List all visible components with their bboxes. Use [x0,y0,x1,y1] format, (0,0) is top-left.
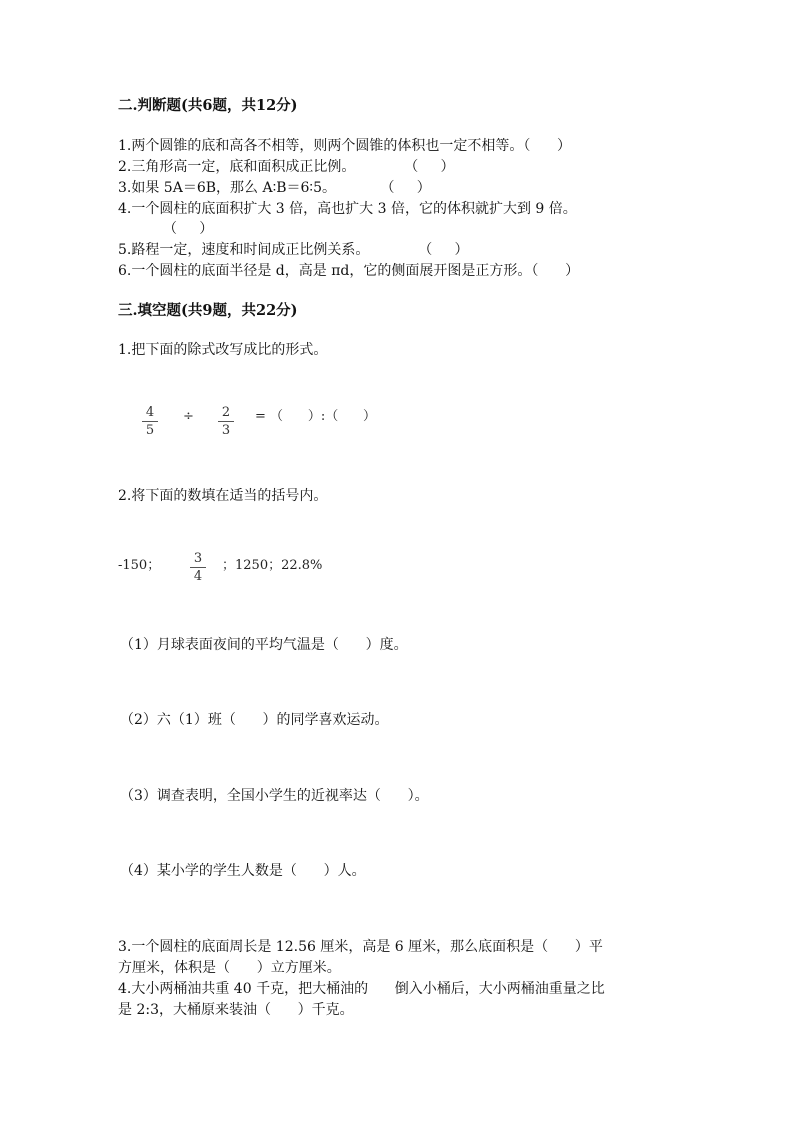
judgment-question-2: 2.三角形高一定，底和面积成正比例。 （ ） [118,159,455,175]
fraction-denominator: 3 [221,423,231,438]
fill-question-1: 1.把下面的除式改写成比的形式。 [118,342,328,358]
fraction-numerator: 2 [221,405,231,420]
fill-subquestion-1: （1）月球表面夜间的平均气温是（ ）度。 [120,637,408,653]
fraction-three-quarters [190,551,206,584]
fraction-numerator: 3 [193,551,203,566]
judgment-question-3: 3.如果 5A＝6B，那么 A∶B＝6∶5。 （ ） [118,180,431,196]
fraction-denominator: 4 [193,569,203,584]
fill-question-4-line2: 是 2:3，大桶原来装油（ ）千克。 [118,1002,354,1018]
division-sign: ÷ [183,409,194,424]
judgment-question-5: 5.路程一定，速度和时间成正比例关系。 （ ） [118,242,469,258]
section-title-fill-blank: 三.填空题(共9题，共22分) [118,302,298,319]
fraction-denominator: 5 [145,423,155,438]
section-title-judgment: 二.判断题(共6题，共12分) [118,97,298,114]
judgment-question-4-bracket: （ ） [163,221,214,237]
fill-question-4-line1: 4.大小两桶油共重 40 千克，把大桶油的 倒入小桶后，大小两桶油重量之比 [118,981,605,997]
number-negative-150: -150； [118,558,161,573]
fraction-four-fifths [142,405,158,438]
fraction-bar [142,421,158,422]
fill-subquestion-4: （4）某小学的学生人数是（ ）人。 [120,863,366,879]
judgment-question-1: 1.两个圆锥的底和高各不相等，则两个圆锥的体积也一定不相等。（ ） [118,138,572,154]
fraction-numerator: 4 [145,405,155,420]
fill-question-2: 2.将下面的数填在适当的括号内。 [118,488,328,504]
ratio-answer-blanks: = （ ）:（ ） [255,409,376,424]
fill-subquestion-3: （3）调查表明，全国小学生的近视率达（ ）。 [120,788,429,804]
fraction-two-thirds [218,405,234,438]
fraction-bar [190,567,206,568]
judgment-question-4: 4.一个圆柱的底面积扩大 3 倍，高也扩大 3 倍，它的体积就扩大到 9 倍。 [118,201,577,217]
fraction-bar [218,421,234,422]
fill-subquestion-2: （2）六（1）班（ ）的同学喜欢运动。 [120,712,389,728]
fill-question-3-line1: 3.一个圆柱的底面周长是 12.56 厘米，高是 6 厘米，那么底面积是（ ）平 [118,939,603,955]
number-list-rest: ；1250；22.8% [222,558,323,573]
judgment-question-6: 6.一个圆柱的底面半径是 d，高是 πd，它的侧面展开图是正方形。（ ） [118,263,580,279]
fill-question-3-line2: 方厘米，体积是（ ）立方厘米。 [118,960,341,976]
